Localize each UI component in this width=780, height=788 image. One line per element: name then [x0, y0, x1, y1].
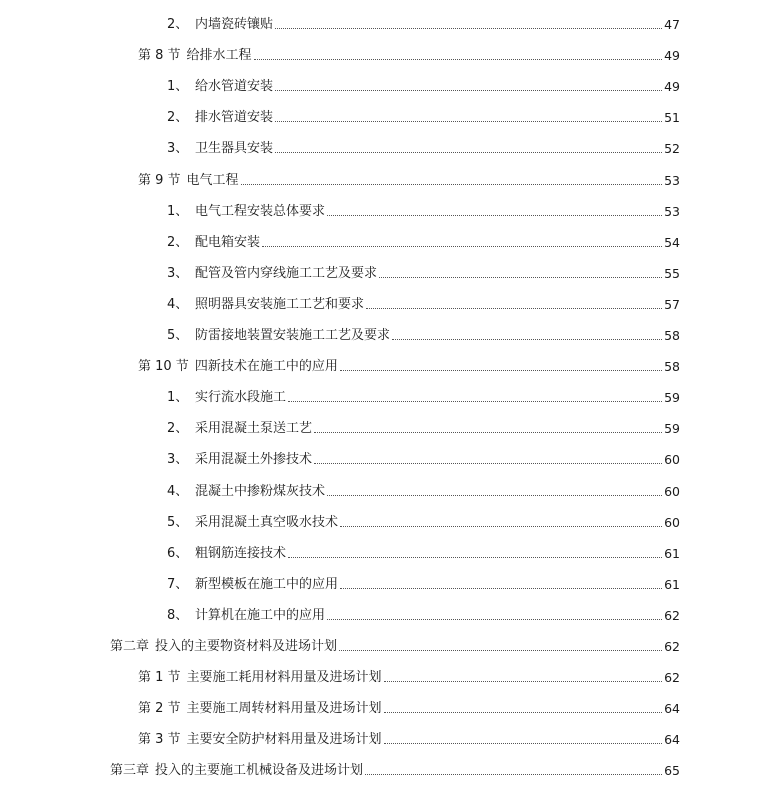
toc-entry-page: 55	[664, 265, 680, 281]
toc-entry[interactable]	[0, 228, 780, 259]
toc-entry-number: 5、	[167, 514, 189, 530]
toc-entry-page: 53	[664, 172, 680, 188]
toc-entry-page: 59	[664, 421, 680, 437]
toc-entry-number: 8、	[167, 607, 189, 623]
toc-entry-number: 4、	[167, 483, 189, 499]
dot-leader	[384, 681, 662, 682]
toc-entry[interactable]	[0, 321, 780, 352]
toc-entry[interactable]	[0, 601, 780, 632]
toc-entry-title: 实行流水段施工	[195, 390, 287, 406]
toc-entry-number: 第 3 节	[138, 732, 181, 748]
toc-entry-title: 混凝土中掺粉煤灰技术	[195, 483, 326, 499]
toc-entry-number: 1、	[167, 79, 189, 95]
toc-entry-page: 61	[664, 545, 680, 561]
toc-entry[interactable]	[0, 134, 780, 165]
toc-entry-number: 第二章	[110, 638, 150, 654]
toc-entry-title: 主要施工周转材料用量及进场计划	[186, 701, 382, 717]
toc-entry-title: 四新技术在施工中的应用	[194, 359, 338, 375]
toc-entry-page: 64	[664, 701, 680, 717]
toc-entry[interactable]	[0, 632, 780, 663]
toc-entry-number: 第 9 节	[138, 172, 181, 188]
toc-entry[interactable]	[0, 290, 780, 321]
dot-leader	[327, 619, 662, 620]
toc-entry-page: 61	[664, 576, 680, 592]
toc-entry-title: 配管及管内穿线施工工艺及要求	[195, 265, 378, 281]
dot-leader	[314, 463, 662, 464]
toc-entry-title: 新型模板在施工中的应用	[195, 576, 339, 592]
toc-entry-page: 62	[664, 638, 680, 654]
dot-leader	[241, 184, 662, 185]
dot-leader	[384, 743, 662, 744]
toc-entry-page: 59	[664, 390, 680, 406]
toc-entry[interactable]	[0, 197, 780, 228]
dot-leader	[365, 774, 662, 775]
toc-entry-title: 投入的主要物资材料及进场计划	[155, 638, 338, 654]
dot-leader	[275, 28, 662, 29]
toc-entry-title: 计算机在施工中的应用	[195, 607, 326, 623]
dot-leader	[327, 215, 662, 216]
toc-entry-title: 投入的主要施工机械设备及进场计划	[155, 763, 364, 779]
toc-entry-number: 第 1 节	[138, 670, 181, 686]
toc-entry-title: 卫生器具安装	[195, 141, 274, 157]
toc-entry-title: 照明器具安装施工工艺和要求	[195, 296, 365, 312]
toc-entry-page: 54	[664, 234, 680, 250]
table-of-contents	[0, 10, 780, 787]
dot-leader	[314, 432, 662, 433]
toc-entry-title: 电气工程安装总体要求	[195, 203, 326, 219]
toc-entry-number: 2、	[167, 234, 189, 250]
dot-leader	[340, 588, 662, 589]
toc-entry-number: 1、	[167, 390, 189, 406]
toc-entry[interactable]	[0, 539, 780, 570]
toc-entry[interactable]	[0, 383, 780, 414]
toc-entry-title: 排水管道安装	[195, 110, 274, 126]
toc-entry[interactable]	[0, 414, 780, 445]
dot-leader	[262, 246, 662, 247]
toc-entry-number: 第 2 节	[138, 701, 181, 717]
toc-entry-page: 58	[664, 328, 680, 344]
dot-leader	[275, 152, 662, 153]
toc-entry-number: 6、	[167, 545, 189, 561]
toc-entry-title: 内墙瓷砖镶贴	[195, 17, 274, 33]
toc-entry-title: 采用混凝土真空吸水技术	[195, 514, 339, 530]
toc-entry-page: 60	[664, 452, 680, 468]
dot-leader	[275, 121, 662, 122]
toc-entry-number: 3、	[167, 265, 189, 281]
toc-entry-title: 电气工程	[186, 172, 239, 188]
toc-entry[interactable]	[0, 259, 780, 290]
toc-entry[interactable]	[0, 476, 780, 507]
toc-entry[interactable]	[0, 72, 780, 103]
dot-leader	[379, 277, 662, 278]
toc-entry[interactable]	[0, 41, 780, 72]
toc-entry-page: 62	[664, 670, 680, 686]
toc-entry[interactable]	[0, 694, 780, 725]
toc-entry[interactable]	[0, 165, 780, 196]
dot-leader	[384, 712, 662, 713]
toc-entry-title: 给排水工程	[186, 48, 252, 64]
toc-entry-page: 53	[664, 203, 680, 219]
toc-entry[interactable]	[0, 10, 780, 41]
toc-entry[interactable]	[0, 103, 780, 134]
toc-entry-title: 防雷接地装置安装施工工艺及要求	[195, 328, 391, 344]
toc-entry-number: 5、	[167, 328, 189, 344]
toc-entry-number: 第 10 节	[138, 359, 189, 375]
toc-entry-page: 60	[664, 483, 680, 499]
toc-entry[interactable]	[0, 352, 780, 383]
toc-entry[interactable]	[0, 663, 780, 694]
toc-entry-title: 采用混凝土外掺技术	[195, 452, 313, 468]
toc-entry-page: 62	[664, 607, 680, 623]
toc-entry-number: 7、	[167, 576, 189, 592]
toc-entry-number: 第三章	[110, 763, 150, 779]
dot-leader	[327, 495, 662, 496]
toc-entry-page: 51	[664, 110, 680, 126]
toc-entry[interactable]	[0, 756, 780, 787]
toc-entry-title: 主要安全防护材料用量及进场计划	[186, 732, 382, 748]
toc-entry[interactable]	[0, 725, 780, 756]
toc-entry-number: 2、	[167, 110, 189, 126]
toc-entry-number: 3、	[167, 141, 189, 157]
toc-entry-page: 52	[664, 141, 680, 157]
toc-entry[interactable]	[0, 570, 780, 601]
toc-entry-page: 58	[664, 359, 680, 375]
toc-entry-number: 2、	[167, 421, 189, 437]
toc-entry[interactable]	[0, 508, 780, 539]
dot-leader	[339, 650, 662, 651]
dot-leader	[366, 308, 662, 309]
toc-entry-page: 49	[664, 48, 680, 64]
toc-entry-number: 3、	[167, 452, 189, 468]
toc-entry-page: 57	[664, 296, 680, 312]
toc-entry-number: 2、	[167, 17, 189, 33]
dot-leader	[340, 370, 662, 371]
toc-entry-page: 64	[664, 732, 680, 748]
toc-entry-title: 配电箱安装	[195, 234, 261, 250]
toc-entry-title: 采用混凝土泵送工艺	[195, 421, 313, 437]
toc-entry-title: 粗钢筋连接技术	[195, 545, 287, 561]
toc-entry-page: 60	[664, 514, 680, 530]
toc-entry-title: 给水管道安装	[195, 79, 274, 95]
dot-leader	[340, 526, 662, 527]
toc-entry-title: 主要施工耗用材料用量及进场计划	[186, 670, 382, 686]
dot-leader	[288, 401, 662, 402]
toc-entry-number: 第 8 节	[138, 48, 181, 64]
dot-leader	[275, 90, 662, 91]
dot-leader	[254, 59, 662, 60]
toc-entry-number: 1、	[167, 203, 189, 219]
dot-leader	[392, 339, 662, 340]
toc-entry-page: 49	[664, 79, 680, 95]
toc-entry[interactable]	[0, 445, 780, 476]
toc-entry-number: 4、	[167, 296, 189, 312]
toc-entry-page: 47	[664, 17, 680, 33]
dot-leader	[288, 557, 662, 558]
toc-entry-page: 65	[664, 763, 680, 779]
